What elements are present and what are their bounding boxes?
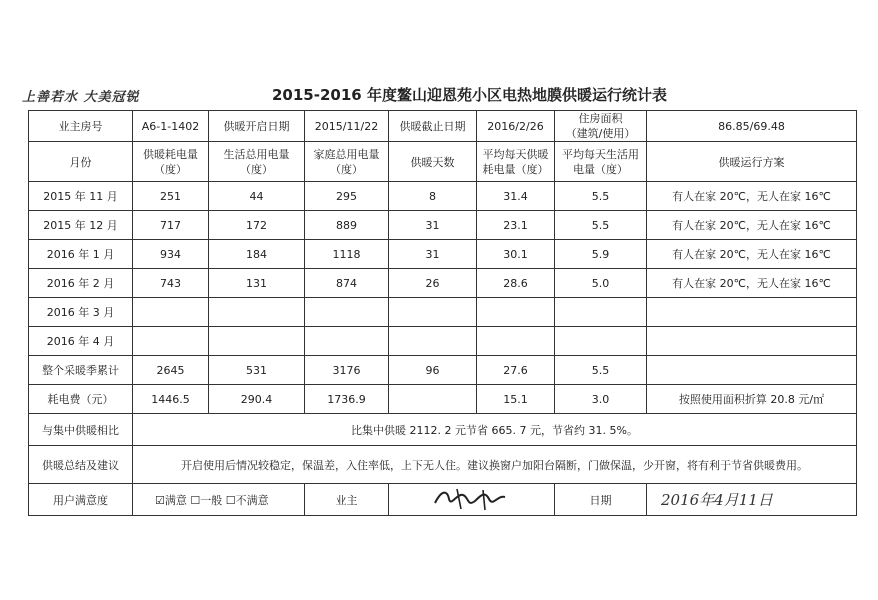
owner-label: 业主房号 [29,111,133,142]
cell-home [305,298,389,327]
summary-row [29,446,857,484]
company-motto: 上善若水 大美冠锐 [22,90,140,105]
cell-plan: 按照使用面积折算 20.8 元/㎡ [647,385,857,414]
cell-heat: 743 [133,269,209,298]
cell-avg-heat [477,327,555,356]
col-days: 供暖天数 [389,142,477,182]
cell-days [389,298,477,327]
cell-month: 2016 年 3 月 [29,298,133,327]
table-row [29,211,857,240]
satisfaction-label: 用户满意度 [29,484,133,516]
cell-month: 2016 年 2 月 [29,269,133,298]
cell-days: 8 [389,182,477,211]
cell-life: 172 [209,211,305,240]
cell-avg-life: 5.9 [555,240,647,269]
col-avg-life-line1: 平均每天生活用 [562,147,639,161]
cell-avg-heat: 30.1 [477,240,555,269]
col-home [305,142,389,182]
start-date-value: 2015/11/22 [305,111,389,142]
cell-month: 整个采暖季累计 [29,356,133,385]
owner-signature-icon [427,485,517,511]
col-heat-line2: （度） [154,162,187,176]
col-heat-line1: 供暖耗电量 [143,147,198,161]
cell-heat: 2645 [133,356,209,385]
table-row [29,269,857,298]
cell-days [389,385,477,414]
cell-plan: 有人在家 20℃，无人在家 16℃ [647,211,857,240]
cell-heat: 1446.5 [133,385,209,414]
col-life-line2: （度） [240,162,273,176]
col-home-line1: 家庭总用电量 [313,147,380,161]
cell-avg-life: 5.5 [555,211,647,240]
header-row [29,111,857,142]
cell-life [209,327,305,356]
heating-stats-table [28,110,857,516]
cell-home [305,327,389,356]
cell-heat: 251 [133,182,209,211]
cell-life: 531 [209,356,305,385]
table-row [29,182,857,211]
normal-label: 一般 [200,493,223,507]
area-value: 86.85/69.48 [647,111,857,142]
compare-text: 比集中供暖 2112. 2 元节省 665. 7 元，节省约 31. 5%。 [133,414,857,446]
satisfaction-options [133,484,305,516]
cell-home: 889 [305,211,389,240]
cell-days: 31 [389,211,477,240]
date-value: 2016年4月11日 [647,484,857,516]
table-row [29,327,857,356]
col-home-line2: （度） [330,162,363,176]
column-header-row [29,142,857,182]
cell-heat: 934 [133,240,209,269]
cell-home: 3176 [305,356,389,385]
col-month: 月份 [29,142,133,182]
cell-avg-life: 5.0 [555,269,647,298]
col-avg-heat-line2: 耗电量（度） [482,162,549,176]
cell-days [389,327,477,356]
page-title: 2015-2016 年度鳌山迎恩苑小区电热地膜供暖运行统计表 [272,86,667,104]
cell-plan: 有人在家 20℃，无人在家 16℃ [647,240,857,269]
cell-avg-heat: 23.1 [477,211,555,240]
cell-life: 44 [209,182,305,211]
cell-life: 184 [209,240,305,269]
cell-days: 96 [389,356,477,385]
table-row [29,385,857,414]
col-avg-life-line2: 电量（度） [573,162,628,176]
satisfied-label: 满意 [164,493,187,507]
compare-row [29,414,857,446]
cell-month: 2016 年 4 月 [29,327,133,356]
cell-plan: 有人在家 20℃，无人在家 16℃ [647,182,857,211]
cell-life [209,298,305,327]
cell-home: 1736.9 [305,385,389,414]
cell-plan [647,298,857,327]
end-date-value: 2016/2/26 [477,111,555,142]
satisfaction-row [29,484,857,516]
cell-avg-heat: 31.4 [477,182,555,211]
cell-days: 31 [389,240,477,269]
unsatisfied-checkbox[interactable]: ☐ [225,493,236,507]
owner-signature [389,484,555,516]
compare-label: 与集中供暖相比 [29,414,133,446]
col-avg-heat-line1: 平均每天供暖 [482,147,549,161]
cell-life: 131 [209,269,305,298]
col-life-line1: 生活总用电量 [223,147,290,161]
area-label-line1: 住房面积 [578,112,623,125]
table-row [29,240,857,269]
col-plan: 供暖运行方案 [647,142,857,182]
satisfied-checkbox[interactable]: ☑ [155,493,165,507]
cell-month: 2016 年 1 月 [29,240,133,269]
cell-month: 2015 年 11 月 [29,182,133,211]
col-heat [133,142,209,182]
cell-month: 2015 年 12 月 [29,211,133,240]
cell-home: 1118 [305,240,389,269]
cell-avg-life: 3.0 [555,385,647,414]
unsatisfied-label: 不满意 [235,493,269,507]
cell-avg-heat: 15.1 [477,385,555,414]
cell-avg-heat [477,298,555,327]
normal-checkbox[interactable]: ☐ [190,493,201,507]
date-label: 日期 [555,484,647,516]
cell-avg-life [555,298,647,327]
cell-heat: 717 [133,211,209,240]
start-date-label: 供暖开启日期 [209,111,305,142]
area-label-line2: （建筑/使用） [565,127,636,140]
area-label [555,111,647,142]
cell-avg-heat: 28.6 [477,269,555,298]
owner-value: A6-1-1402 [133,111,209,142]
cell-life: 290.4 [209,385,305,414]
end-date-label: 供暖截止日期 [389,111,477,142]
summary-label: 供暖总结及建议 [29,446,133,484]
cell-avg-heat: 27.6 [477,356,555,385]
cell-avg-life [555,327,647,356]
owner-sign-label: 业主 [305,484,389,516]
cell-home: 874 [305,269,389,298]
summary-text: 开启使用后情况较稳定，保温差，入住率低，上下无人住。建议换窗户加阳台隔断，门做保温，少开窗，将有利于节省供暖费用。 [133,446,857,484]
cell-heat [133,298,209,327]
cell-heat [133,327,209,356]
col-avg-heat [477,142,555,182]
cell-plan: 有人在家 20℃，无人在家 16℃ [647,269,857,298]
col-avg-life [555,142,647,182]
cell-days: 26 [389,269,477,298]
table-row [29,356,857,385]
cell-plan [647,327,857,356]
cell-month: 耗电费（元） [29,385,133,414]
cell-avg-life: 5.5 [555,356,647,385]
cell-home: 295 [305,182,389,211]
table-row [29,298,857,327]
cell-plan [647,356,857,385]
col-life [209,142,305,182]
cell-avg-life: 5.5 [555,182,647,211]
